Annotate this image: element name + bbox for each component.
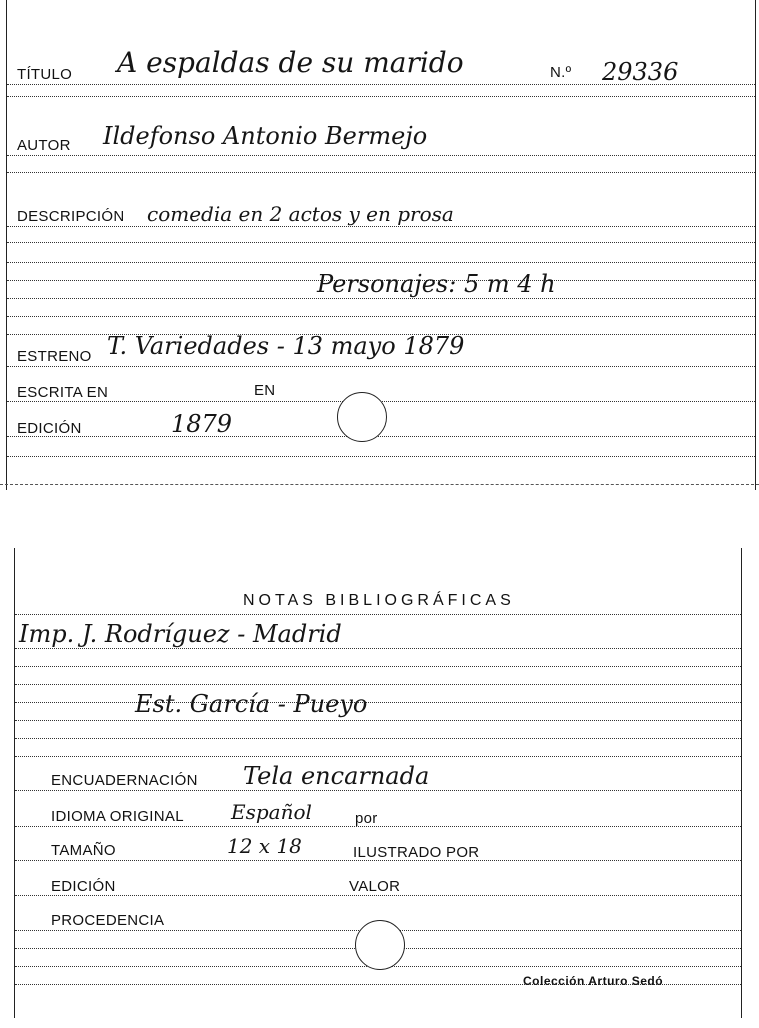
ruled-line xyxy=(15,614,741,615)
numero-value: 29336 xyxy=(602,58,679,86)
ruled-line xyxy=(15,756,741,757)
ruled-line xyxy=(7,366,755,367)
descripcion-value: comedia en 2 actos y en prosa xyxy=(147,202,454,226)
idioma-label: IDIOMA ORIGINAL xyxy=(51,808,184,825)
autor-value: Ildefonso Antonio Bermejo xyxy=(103,122,428,150)
collection-footer: Colección Arturo Sedó xyxy=(523,974,664,988)
card-edge-line xyxy=(0,484,759,485)
tamano-value: 12 x 18 xyxy=(227,834,302,858)
edicion-label: EDICIÓN xyxy=(17,420,82,437)
numero-label: N.º xyxy=(550,64,572,81)
ruled-line xyxy=(15,666,741,667)
ruled-line xyxy=(7,96,755,97)
por-label: por xyxy=(355,810,378,827)
descripcion-label: DESCRIPCIÓN xyxy=(17,208,125,225)
estreno-label: ESTRENO xyxy=(17,348,92,365)
idioma-value: Español xyxy=(231,800,312,824)
ruled-line xyxy=(15,720,741,721)
ruled-line xyxy=(15,895,741,896)
ruled-line xyxy=(15,648,741,649)
punch-hole xyxy=(355,920,405,970)
personajes-value: Personajes: 5 m 4 h xyxy=(317,270,556,298)
ruled-line xyxy=(15,684,741,685)
valor-label: VALOR xyxy=(349,878,401,895)
ruled-line xyxy=(7,298,755,299)
estreno-value: T. Variedades - 13 mayo 1879 xyxy=(107,332,465,360)
notas-heading: NOTAS BIBLIOGRÁFICAS xyxy=(243,592,515,609)
punch-hole xyxy=(337,392,387,442)
ruled-line xyxy=(15,790,741,791)
titulo-value: A espaldas de su marido xyxy=(117,46,464,79)
ilustrado-label: ILUSTRADO POR xyxy=(353,844,480,861)
tamano-label: TAMAÑO xyxy=(51,842,116,859)
escrita-en-label: ESCRITA EN xyxy=(17,384,109,401)
ruled-line xyxy=(7,316,755,317)
note-printer: Imp. J. Rodríguez - Madrid xyxy=(19,620,342,648)
encuadernacion-value: Tela encarnada xyxy=(243,762,430,790)
en-label: EN xyxy=(254,382,276,399)
ruled-line xyxy=(7,226,755,227)
ruled-line xyxy=(15,826,741,827)
edicion-value: 1879 xyxy=(171,410,233,438)
procedencia-label: PROCEDENCIA xyxy=(51,912,165,929)
ruled-line xyxy=(7,155,755,156)
titulo-label: TÍTULO xyxy=(17,66,73,83)
ruled-line xyxy=(7,172,755,173)
ruled-line xyxy=(7,262,755,263)
note-engraving: Est. García - Pueyo xyxy=(135,690,368,718)
autor-label: AUTOR xyxy=(17,137,71,154)
ruled-line xyxy=(7,242,755,243)
edicion2-label: EDICIÓN xyxy=(51,878,116,895)
ruled-line xyxy=(7,436,755,437)
ruled-line xyxy=(15,702,741,703)
ruled-line xyxy=(7,456,755,457)
ruled-line xyxy=(15,738,741,739)
catalog-card-notes xyxy=(14,548,742,1018)
encuadernacion-label: ENCUADERNACIÓN xyxy=(51,772,198,789)
catalog-card-main xyxy=(6,0,756,490)
